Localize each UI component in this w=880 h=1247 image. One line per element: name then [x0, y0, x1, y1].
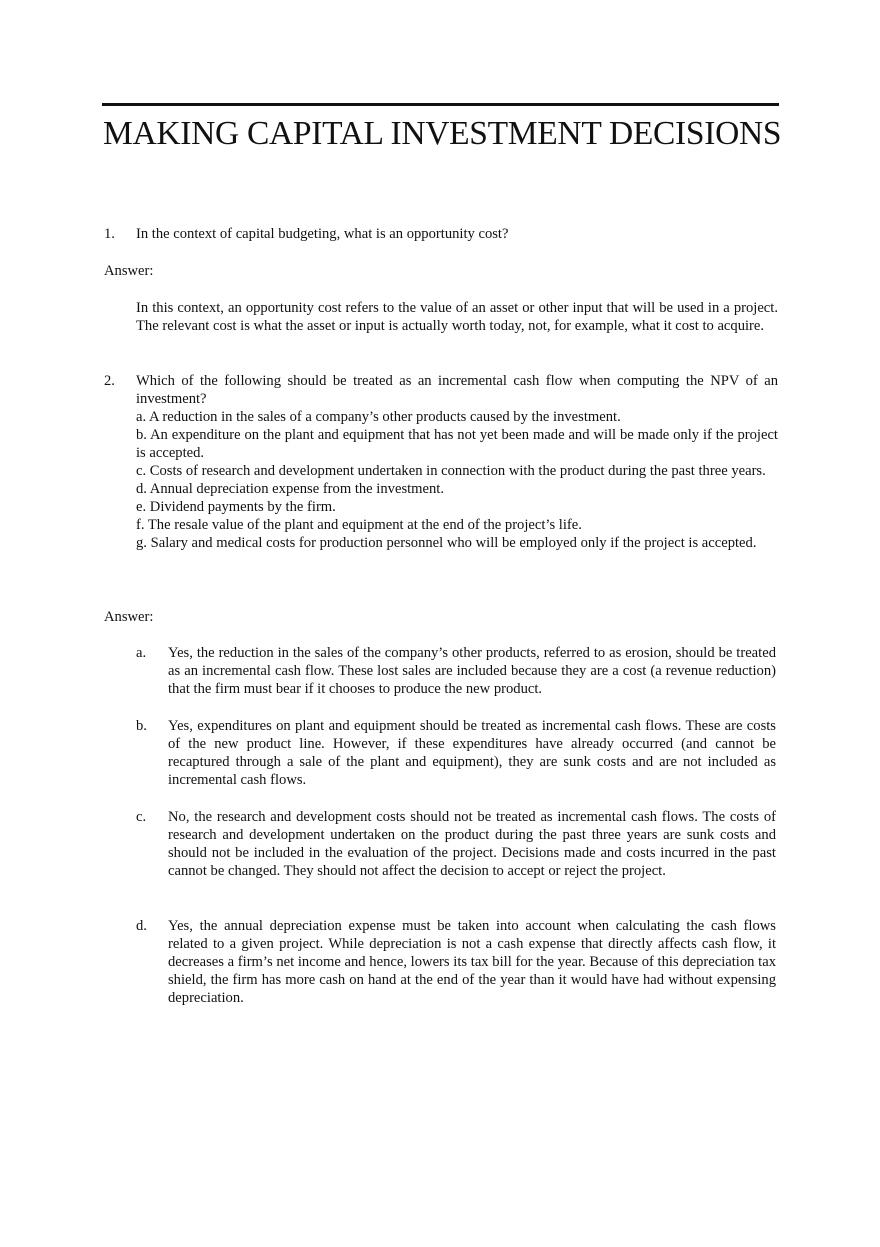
question-text: Which of the following should be treated as an incremental cash flow when computing the NPV of an investment?: [136, 373, 778, 407]
option-f: f. The resale value of the plant and equipment at the end of the project’s life.: [136, 517, 582, 533]
title-rule: [102, 103, 779, 106]
question-number: 2.: [104, 373, 115, 389]
option-c: c. Costs of research and development undertaken in connection with the product during the past three years.: [136, 463, 766, 479]
answer-letter: d.: [136, 918, 147, 934]
question-text: In the context of capital budgeting, what is an opportunity cost?: [136, 226, 509, 242]
answer-1-text: In this context, an opportunity cost refers to the value of an asset or other input that will be used in a project. The relevant cost is what the asset or input is actually worth today, not, for example, what it cost to acquire.: [136, 300, 778, 334]
answer-text: No, the research and development costs should not be treated as incremental cash flows. The costs of research and development undertaken on the product during the past three years are sunk costs and should not be included in the evaluation of the project. Decisions made and costs incurred in the past cannot be changed. They should not affect the decision to accept or reject the project.: [168, 809, 776, 879]
answer-text: Yes, the reduction in the sales of the company’s other products, referred to as erosion, should be treated as an incremental cash flow. These lost sales are included because they are a cost (a revenue reduction) that the firm must bear if it chooses to produce the new product.: [168, 645, 776, 697]
option-a: a. A reduction in the sales of a company’s other products caused by the investment.: [136, 409, 621, 425]
answer-label-2: Answer:: [104, 609, 154, 625]
question-number: 1.: [104, 226, 115, 242]
answer-item-c: [136, 808, 776, 880]
answer-label-1: Answer:: [104, 263, 154, 279]
option-b: b. An expenditure on the plant and equipment that has not yet been made and will be made only if the project is accepted.: [136, 427, 778, 461]
option-g: g. Salary and medical costs for production personnel who will be employed only if the project is accepted.: [136, 535, 757, 551]
option-d: d. Annual depreciation expense from the investment.: [136, 481, 445, 497]
answer-letter: a.: [136, 645, 147, 661]
answer-letter: c.: [136, 809, 147, 825]
answer-item-a: [136, 644, 776, 698]
answer-text: Yes, the annual depreciation expense must be taken into account when calculating the cash flows related to a given project. While depreciation is not a cash expense that directly affects cash flow, it decreases a firm’s net income and hence, lowers its tax bill for the year. Because of this depreciation tax shield, the firm has more cash on hand at the end of the year than it would have had without expensing depreciation.: [168, 918, 776, 1006]
question-2: [104, 372, 778, 552]
answer-item-d: [136, 917, 776, 1007]
answer-letter: b.: [136, 718, 147, 734]
question-1: [104, 225, 778, 243]
option-e: e. Dividend payments by the firm.: [136, 499, 336, 515]
answer-text: Yes, expenditures on plant and equipment should be treated as incremental cash flows. These are costs of the new product line. However, if these expenditures have already occurred (and cannot be recaptured through a sale of the plant and equipment), they are sunk costs and are not included as incremental cash flows.: [168, 718, 776, 788]
answer-item-b: [136, 717, 776, 789]
page-title: MAKING CAPITAL INVESTMENT DECISIONS: [103, 115, 782, 152]
